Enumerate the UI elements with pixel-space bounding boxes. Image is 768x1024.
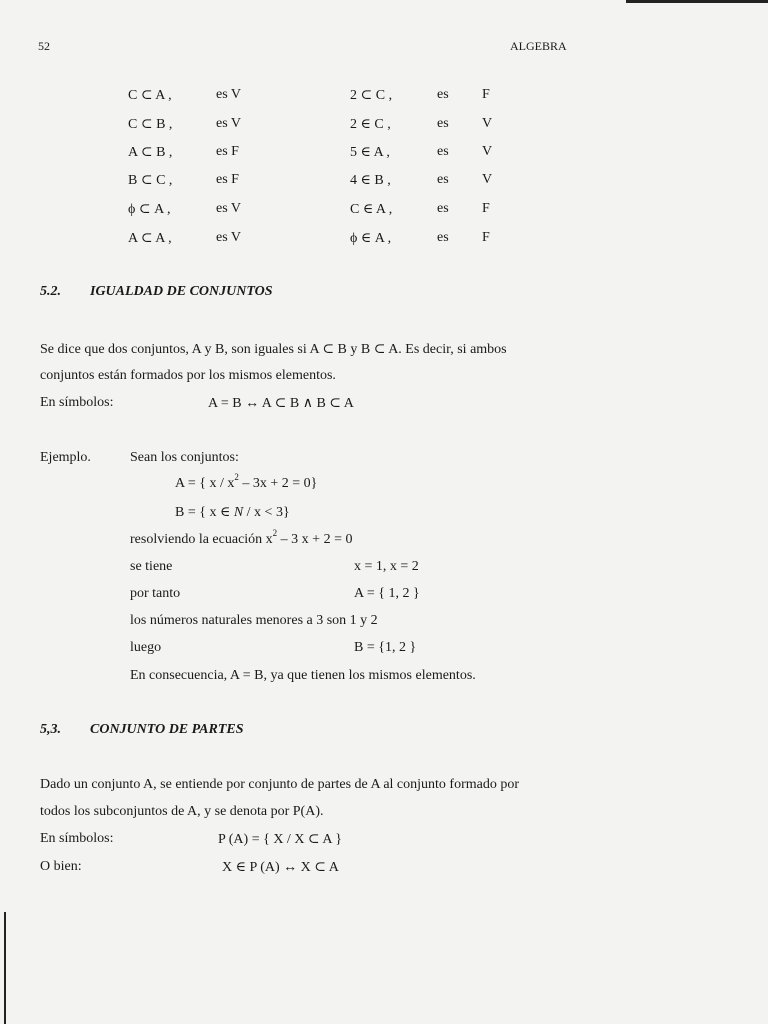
row-right-value: V <box>482 144 493 159</box>
row-left-value: es V <box>216 201 242 216</box>
top-edge-rule <box>626 0 768 3</box>
row-right-es: es <box>437 116 449 131</box>
equality-formula: A = B ↔ A ⊂ B ∧ B ⊂ A <box>208 396 354 411</box>
luego-value: B = {1, 2 } <box>354 640 417 655</box>
example-label: Ejemplo. <box>40 450 91 465</box>
row-right-es: es <box>437 172 449 187</box>
section-number: 5.2. <box>40 284 61 299</box>
row-right-value: V <box>482 116 493 131</box>
section-title: CONJUNTO DE PARTES <box>90 722 244 737</box>
row-right-expression: 4 ∈ B , <box>350 173 391 188</box>
row-right-es: es <box>437 230 449 245</box>
row-right-value: F <box>482 201 490 216</box>
left-edge-rule <box>4 912 6 1024</box>
paragraph-line: conjuntos están formados por los mismos elementos. <box>40 368 336 383</box>
row-left-value: es V <box>216 116 242 131</box>
example-intro: Sean los conjuntos: <box>130 450 239 465</box>
por-tanto-value: A = { 1, 2 } <box>354 586 420 601</box>
row-left-expression: C ⊂ A , <box>128 88 172 103</box>
power-set-formula: P (A) = { X / X ⊂ A } <box>218 832 342 847</box>
row-left-expression: A ⊂ B , <box>128 145 173 160</box>
row-left-value: es F <box>216 144 239 159</box>
row-right-es: es <box>437 87 449 102</box>
symbols-label: En símbolos: <box>40 395 114 410</box>
row-left-expression: C ⊂ B , <box>128 117 173 132</box>
paragraph-line: Dado un conjunto A, se entiende por conjunto de partes de A al conjunto formado por <box>40 777 520 792</box>
symbols-label: En símbolos: <box>40 831 114 846</box>
row-right-value: V <box>482 172 493 187</box>
set-b-definition: B = { x ∈ N / x < 3} <box>175 505 290 520</box>
row-left-value: es V <box>216 87 242 102</box>
paragraph-line: Se dice que dos conjuntos, A y B, son iguales si A ⊂ B y B ⊂ A. Es decir, si ambos <box>40 342 507 357</box>
row-left-value: es V <box>216 230 242 245</box>
conclusion-line: En consecuencia, A = B, ya que tienen los mismos elementos. <box>130 668 476 683</box>
se-tiene-label: se tiene <box>130 559 173 574</box>
row-right-expression: 2 ∈ C , <box>350 117 391 132</box>
membership-formula: X ∈ P (A) ↔ X ⊂ A <box>222 860 339 875</box>
running-title: ALGEBRA <box>510 39 567 53</box>
row-right-expression: 2 ⊂ C , <box>350 88 393 103</box>
obien-label: O bien: <box>40 859 82 874</box>
row-right-expression: 5 ∈ A , <box>350 145 390 160</box>
row-right-value: F <box>482 230 490 245</box>
luego-label: luego <box>130 640 162 655</box>
section-number: 5,3. <box>40 722 61 737</box>
row-left-value: es F <box>216 172 239 187</box>
resolve-line: resolviendo la ecuación $x^2 - 3$ x + 2 = 0 <box>130 528 353 547</box>
row-right-expression: C ∈ A , <box>350 202 393 217</box>
naturales-line: los números naturales menores a 3 son 1 y 2 <box>130 613 378 628</box>
row-left-expression: A ⊂ A , <box>128 231 172 246</box>
por-tanto-label: por tanto <box>130 586 181 601</box>
set-a-definition: A = { $x / x^2 - 3x + 2 = 0$} <box>175 472 318 491</box>
row-left-expression: B ⊂ C , <box>128 173 173 188</box>
row-right-es: es <box>437 144 449 159</box>
page-number: 52 <box>38 39 50 53</box>
row-right-value: F <box>482 87 490 102</box>
row-right-expression: ϕ ∈ A , <box>350 231 392 246</box>
row-right-es: es <box>437 201 449 216</box>
section-title: IGUALDAD DE CONJUNTOS <box>90 284 273 299</box>
row-left-expression: ϕ ⊂ A , <box>128 202 171 217</box>
se-tiene-value: x = 1, x = 2 <box>354 559 419 574</box>
paragraph-line: todos los subconjuntos de A, y se denota por P(A). <box>40 804 324 819</box>
